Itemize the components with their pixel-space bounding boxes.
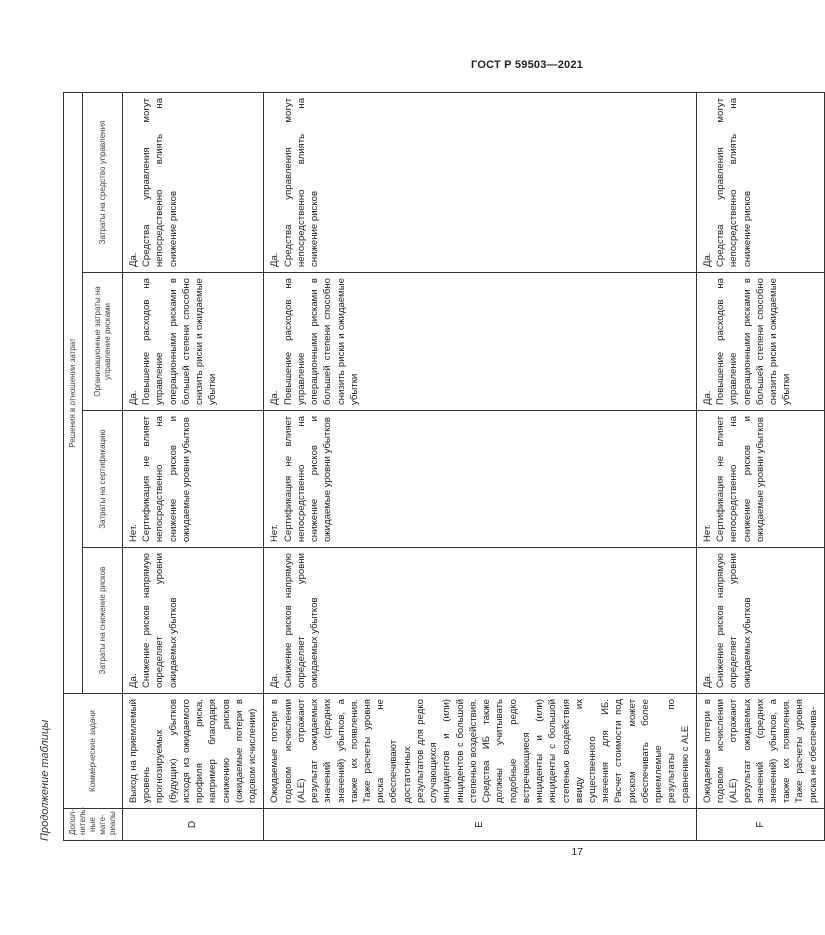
decision-table (63, 92, 825, 841)
answer: Да. (128, 390, 139, 405)
control-cost-cell (123, 92, 264, 272)
col-header-decisions: Решения в отношении затрат (64, 92, 83, 693)
explanation: Средства управления могут непосредственно влиять на снижение рисков (715, 97, 753, 267)
col-header-risk-reduction: Затраты на снижение рисков (83, 548, 123, 694)
certification-cell (264, 411, 697, 548)
table-row (696, 92, 824, 840)
business-task-cell: Выход на приемлемый уровень прогнозируемых (будущих) убытков исходя из ожидаемого профиля риска, например благодаря снижению рисков (ожидаемые потери в годовом исчислении) (123, 694, 264, 809)
explanation: Повышение расходов на управление операционными рисками в большей степени способно снизить риски и ожидаемые убытки (715, 278, 793, 405)
explanation: Снижение рисков напрямую определяет уровни ожидаемых убытков (141, 553, 179, 688)
row-code: E (264, 809, 697, 841)
rotated-table-block (39, 93, 819, 841)
risk-reduction-cell (264, 548, 697, 694)
answer: Да. (269, 252, 281, 267)
explanation: Повышение расходов на управление операционными рисками в большей степени способно снизить риски и ожидаемые убытки (141, 278, 219, 405)
explanation: Средства управления могут непосредственно влиять на снижение рисков (141, 97, 179, 267)
explanation: Снижение рисков напрямую определяет уровни ожидаемых убытков (715, 553, 753, 688)
col-header-business-task: Коммерческие задачи (64, 694, 123, 809)
explanation: Снижение рисков напрямую определяет уровни ожидаемых убытков (282, 553, 321, 688)
control-cost-cell (696, 92, 824, 272)
answer: Да. (128, 252, 139, 267)
certification-cell (696, 411, 824, 548)
answer: Да. (701, 252, 713, 267)
answer: Нет. (701, 524, 713, 542)
row-code: D (123, 809, 264, 841)
risk-reduction-cell (696, 548, 824, 694)
row-code: F (696, 809, 824, 841)
col-header-control-costs: Затраты на средство управления (83, 92, 123, 272)
org-cost-cell (264, 273, 697, 411)
risk-reduction-cell (123, 548, 264, 694)
col-header-org-costs: Организационные затраты на управление рисками (83, 273, 123, 411)
table-row (264, 92, 697, 840)
explanation: Сертификация не влияет непосредственно на снижение рисков и ожидаемые уровни убытков (282, 416, 334, 542)
answer: Да. (701, 673, 713, 688)
answer: Да. (701, 390, 713, 405)
org-cost-cell (123, 273, 264, 411)
page-number: 17 (571, 846, 583, 858)
control-cost-cell (264, 92, 697, 272)
explanation: Средства управления могут непосредственно влиять на снижение рисков (282, 97, 321, 267)
explanation: Сертификация не влияет непосредственно на снижение рисков и ожидаемые уровни убытков (141, 416, 192, 542)
business-task-cell: Ожидаемые потери в годовом исчислении (ALE) отражают результат ожидаемых значений (средних значений) убытков, а также их появления. Таже расчеты уровня риска не обеспечива- (696, 694, 824, 809)
explanation: Сертификация не влияет непосредственно на снижение рисков и ожидаемые уровни убытков (715, 416, 766, 542)
answer: Да. (269, 673, 281, 688)
table-row (123, 92, 264, 840)
answer: Да. (269, 390, 281, 405)
certification-cell (123, 411, 264, 548)
explanation: Повышение расходов на управление операционными рисками в большей степени способно снизить риски и ожидаемые убытки (282, 278, 360, 405)
header-row-top (64, 92, 83, 840)
col-header-certification: Затраты на сертификацию (83, 411, 123, 548)
answer: Нет. (269, 524, 281, 542)
org-cost-cell (696, 273, 824, 411)
answer: Нет. (128, 524, 139, 542)
table-caption: Продолжение таблицы (39, 719, 51, 841)
answer: Да. (128, 673, 139, 688)
business-task-cell: Ожидаемые потери в годовом исчислении (ALE) отражают результат ожидаемых значений (средних значений) убытков, а также их появления. Таже расчеты уровня риска не обеспечивают достаточных результатов для редко случающихся инцидентов и (или) инцидентов с большой степенью воздействия. Средства ИБ также должны учитывать подобные редко встречающиеся инциденты и (или) инциденты с большой степенью воздействия ввиду их существенного значения для ИБ. Расчет стоимости под риском может обеспечивать более приемлемые результаты по сравнению с ALE (264, 694, 697, 809)
col-header-extra: Допол-нитель-ные мате-риалы (64, 809, 123, 841)
standard-header: ГОСТ Р 59503—2021 (471, 59, 583, 71)
